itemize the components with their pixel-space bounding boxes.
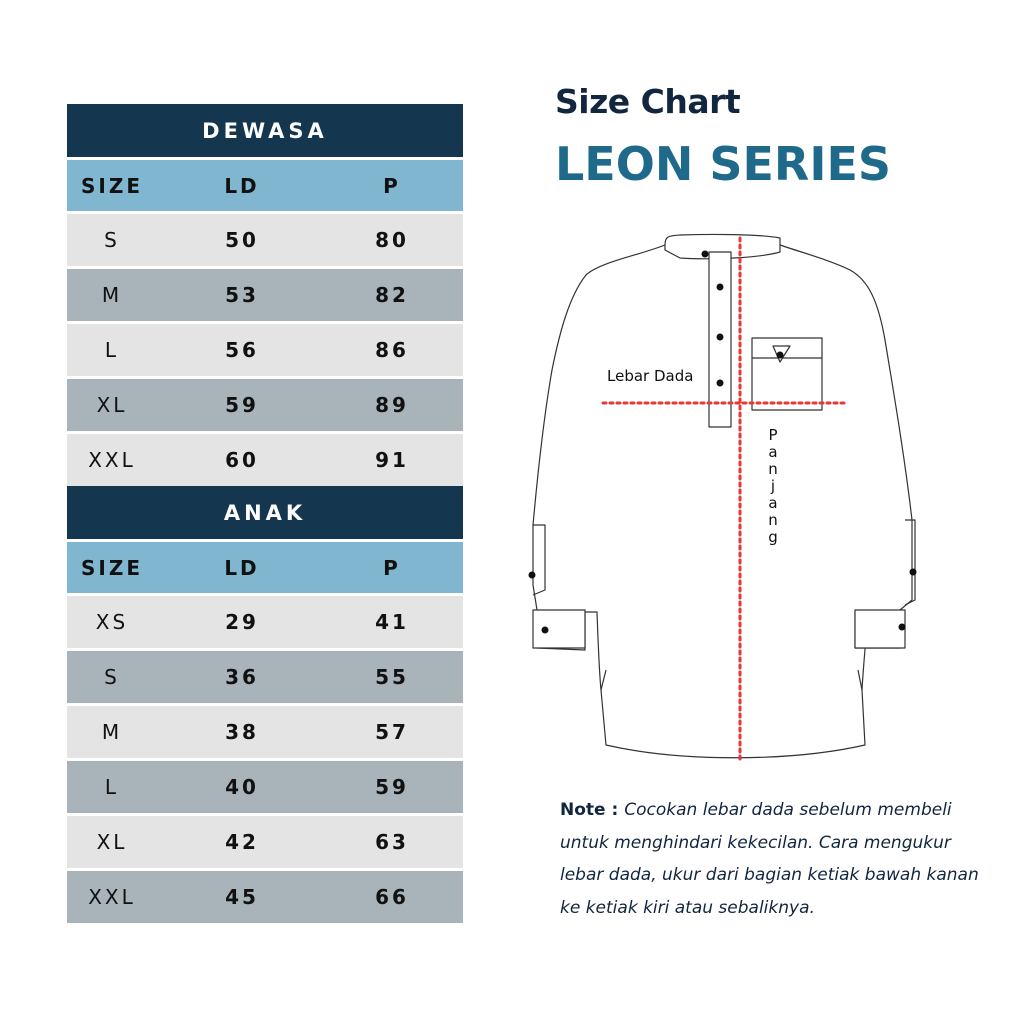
- ld-cell: 40: [225, 775, 259, 799]
- note-text-block: [560, 794, 980, 924]
- table-row: [67, 324, 463, 376]
- p-cell: 57: [375, 720, 409, 744]
- header-p: P: [383, 173, 401, 198]
- table-row: [67, 871, 463, 923]
- p-cell: 66: [375, 885, 409, 909]
- anak-header-row: [67, 542, 463, 593]
- ld-cell: 29: [225, 610, 259, 634]
- table-row: [67, 434, 463, 486]
- table-row: [67, 761, 463, 813]
- p-cell: 63: [375, 830, 409, 854]
- length-label: [765, 427, 781, 546]
- table-row: [67, 596, 463, 648]
- table-row: [67, 269, 463, 321]
- size-cell: S: [104, 665, 120, 689]
- shirt-diagram: [520, 228, 930, 768]
- header-p: P: [383, 555, 401, 580]
- size-cell: XL: [96, 830, 128, 854]
- p-cell: 55: [375, 665, 409, 689]
- p-cell: 91: [375, 448, 409, 472]
- header-ld: LD: [224, 555, 260, 580]
- length-label-letter: j: [770, 477, 776, 495]
- ld-cell: 60: [225, 448, 259, 472]
- p-cell: 80: [375, 228, 409, 252]
- table-row: [67, 379, 463, 431]
- ld-cell: 38: [225, 720, 259, 744]
- size-cell: S: [104, 228, 120, 252]
- length-label-letter: g: [768, 528, 778, 546]
- size-cell: L: [104, 775, 120, 799]
- length-label-letter: P: [768, 426, 778, 444]
- length-label-letter: n: [768, 511, 778, 529]
- length-label-letter: n: [768, 460, 778, 478]
- ld-cell: 59: [225, 393, 259, 417]
- ld-cell: 53: [225, 283, 259, 307]
- p-cell: 82: [375, 283, 409, 307]
- size-cell: XL: [96, 393, 128, 417]
- note-label: Note :: [560, 800, 619, 820]
- size-cell: XXL: [88, 885, 136, 909]
- series-heading: LEON SERIES: [555, 137, 891, 191]
- dewasa-title: DEWASA: [67, 104, 463, 157]
- header-size: SIZE: [80, 555, 143, 580]
- chest-width-label: Lebar Dada: [607, 367, 694, 385]
- length-label-letter: a: [768, 443, 778, 461]
- table-row: [67, 214, 463, 266]
- ld-cell: 36: [225, 665, 259, 689]
- ld-cell: 42: [225, 830, 259, 854]
- ld-cell: 50: [225, 228, 259, 252]
- table-row: [67, 816, 463, 868]
- size-cell: L: [104, 338, 120, 362]
- p-cell: 86: [375, 338, 409, 362]
- dewasa-header-row: [67, 160, 463, 211]
- size-cell: XS: [95, 610, 129, 634]
- p-cell: 41: [375, 610, 409, 634]
- table-row: [67, 706, 463, 758]
- anak-size-table: [67, 486, 463, 923]
- dewasa-size-table: [67, 104, 463, 486]
- size-chart-heading: Size Chart: [555, 82, 741, 121]
- size-cell: M: [101, 720, 123, 744]
- ld-cell: 56: [225, 338, 259, 362]
- note-body: Cocokan lebar dada sebelum membeli untuk menghindari kekecilan. Cara mengukur lebar dada, ukur dari bagian ketiak bawah kanan ke ketiak kiri atau sebaliknya.: [560, 800, 979, 918]
- header-ld: LD: [224, 173, 260, 198]
- anak-title: ANAK: [67, 486, 463, 539]
- p-cell: 89: [375, 393, 409, 417]
- table-row: [67, 651, 463, 703]
- ld-cell: 45: [225, 885, 259, 909]
- size-cell: XXL: [88, 448, 136, 472]
- size-cell: M: [101, 283, 123, 307]
- header-size: SIZE: [80, 173, 143, 198]
- p-cell: 59: [375, 775, 409, 799]
- length-label-letter: a: [768, 494, 778, 512]
